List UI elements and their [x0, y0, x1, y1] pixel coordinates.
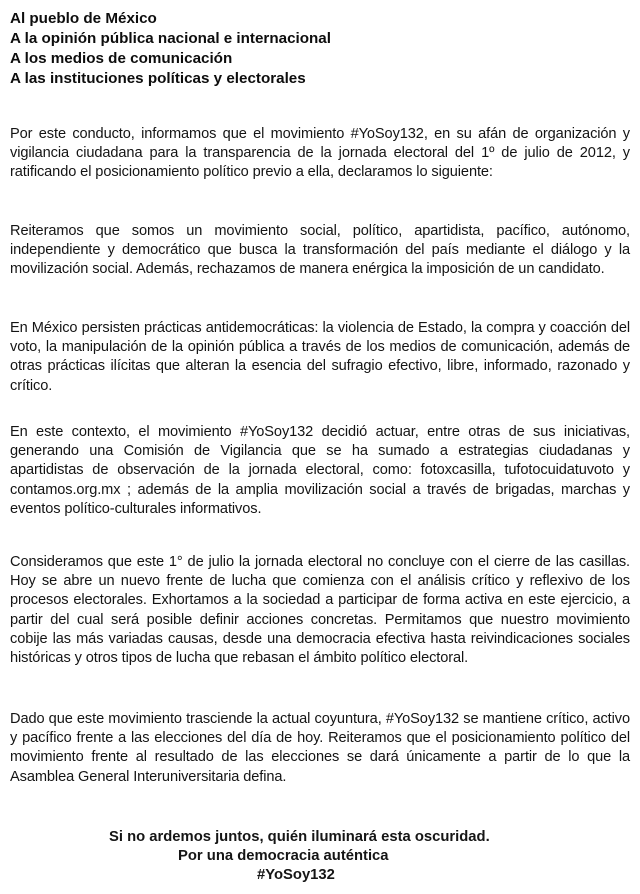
paragraph-context: En este contexto, el movimiento #YoSoy132 decidió actuar, entre otras de sus iniciativas, generando una Comisión de Vigilancia que se ha sumado a estrategias ciudadanas y apartidistas de observación de la jornada electoral, como: fotoxcasilla, tufotocuidatuvoto y contamos.org.mx ; además de la amplia movilización social a través de brigadas, marchas y eventos político-culturales informativos. [10, 424, 630, 517]
paragraph-identity: Reiteramos que somos un movimiento social, político, apartidista, pacífico, autónomo, independiente y democrático que busca la transformación del país mediante el diálogo y la movilización social. Además, rechazamos de manera enérgica la imposición de un candidato. [10, 223, 630, 278]
closing-motto: Si no ardemos juntos, quién iluminará esta oscuridad. [109, 829, 490, 845]
paragraph-considerations: Consideramos que este 1° de julio la jornada electoral no concluye con el cierre de las casillas. Hoy se abre un nuevo frente de lucha que comienza con el análisis crítico y reflexivo de los procesos electorales. Exhortamos a la sociedad a participar de forma activa en este ejercicio, a partir del cual será posible definir acciones concretas. Permitamos que nuestro movimiento cobije las más variadas causas, desde una democracia efectiva hasta reivindicaciones sociales históricas y otros tipos de lucha que rebasan el ámbito político electoral. [10, 554, 630, 667]
addressee-line: A las instituciones políticas y electorales [10, 70, 306, 87]
closing-signature: #YoSoy132 [257, 867, 335, 883]
addressee-block [10, 9, 610, 89]
paragraph-conclusion: Dado que este movimiento trasciende la actual coyuntura, #YoSoy132 se mantiene crítico, activo y pacífico frente a las elecciones del día de hoy. Reiteramos que el posicionamiento político del movimiento frente al resultado de las elecciones se dará únicamente a partir de lo que la Asamblea General Interuniversitaria defina. [10, 711, 630, 785]
addressee-line: Al pueblo de México [10, 10, 157, 27]
paragraph-practices: En México persisten prácticas antidemocráticas: la violencia de Estado, la compra y coacción del voto, la manipulación de la opinión pública a través de los medios de comunicación, además de otras prácticas ilícitas que alteran la esencia del sufragio efectivo, libre, informado, razonado y crítico. [10, 320, 630, 394]
addressee-line: A los medios de comunicación [10, 50, 233, 67]
paragraph-intro: Por este conducto, informamos que el movimiento #YoSoy132, en su afán de organización y vigilancia ciudadana para la transparencia de la jornada electoral del 1º de julio de 2012, y ratificando el posicionamiento político previo a ella, declaramos lo siguiente: [10, 126, 630, 181]
addressee-line: A la opinión pública nacional e internacional [10, 30, 331, 47]
closing-slogan: Por una democracia auténtica [178, 848, 389, 864]
